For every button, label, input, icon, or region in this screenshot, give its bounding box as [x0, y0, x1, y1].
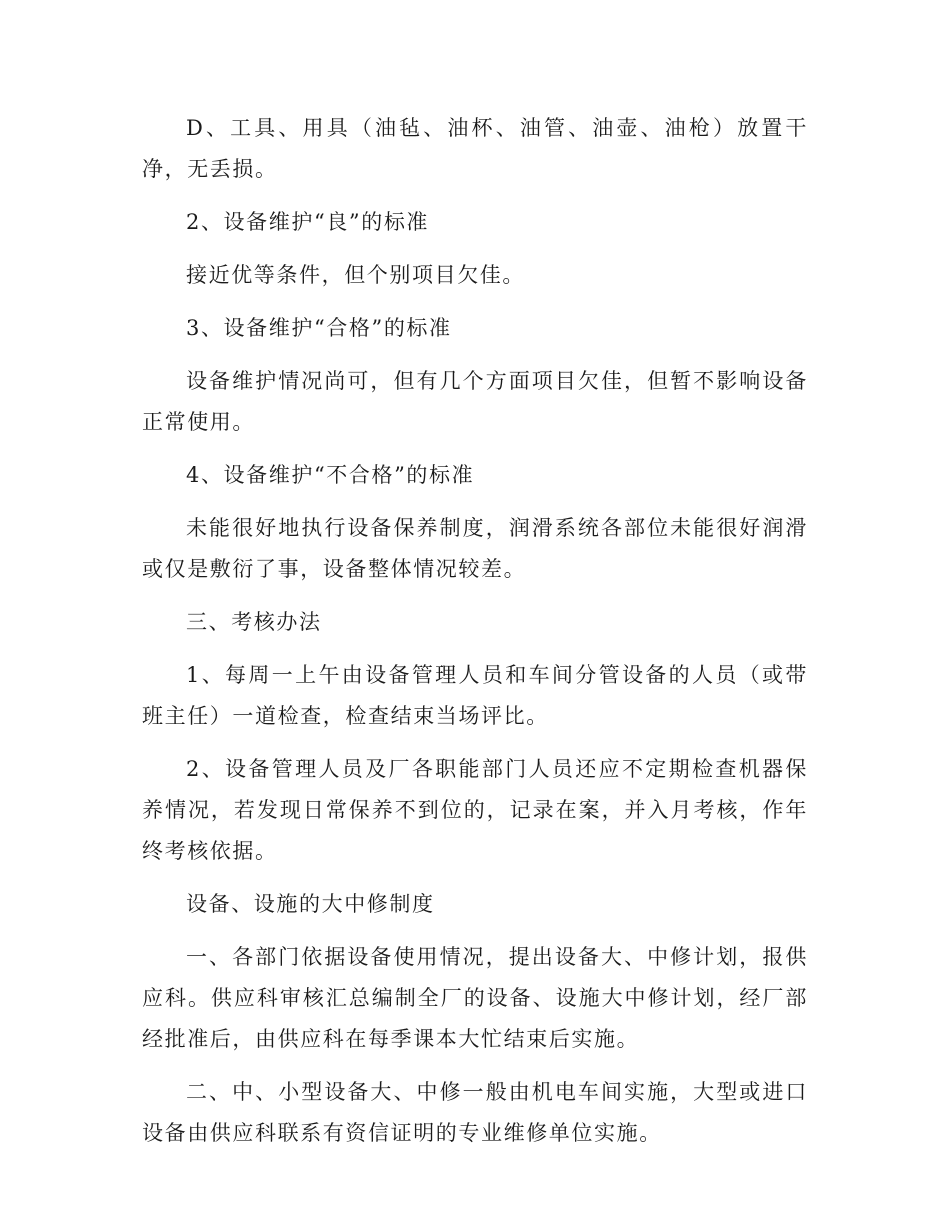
paragraph-tools-condition: D、工具、用具（油毡、油杯、油管、油壶、油枪）放置干净，无丢损。 — [142, 116, 808, 181]
paragraph-irregular-inspection: 2、设备管理人员及厂各职能部门人员还应不定期检查机器保养情况，若发现日常保养不到位的，记录在案，并入月考核，作年终考核依据。 — [142, 757, 808, 863]
heading-qualified-standard: 3、设备维护“合格”的标准 — [186, 316, 452, 340]
paragraph-overhaul-execution: 二、中、小型设备大、中修一般由机电车间实施，大型或进口设备由供应科联系有资信证明的专业维修单位实施。 — [142, 1080, 808, 1145]
document-body — [142, 108, 808, 1166]
paragraph-overhaul-plan: 一、各部门依据设备使用情况，提出设备大、中修计划，报供应科。供应科审核汇总编制全厂的设备、设施大中修计划，经厂部经批准后，由供应科在每季课本大忙结束后实施。 — [142, 945, 808, 1051]
paragraph-good-standard: 接近优等条件，但个别项目欠佳。 — [186, 263, 525, 287]
heading-assessment-method: 三、考核办法 — [186, 610, 322, 634]
paragraph-unqualified-standard: 未能很好地执行设备保养制度，润滑系统各部位未能很好润滑或仅是敷衍了事，设备整体情况较差。 — [142, 516, 808, 581]
heading-good-standard: 2、设备维护“良”的标准 — [186, 210, 430, 234]
paragraph-qualified-standard: 设备维护情况尚可，但有几个方面项目欠佳，但暂不影响设备正常使用。 — [142, 369, 808, 434]
heading-unqualified-standard: 4、设备维护“不合格”的标准 — [186, 463, 475, 487]
paragraph-weekly-inspection: 1、每周一上午由设备管理人员和车间分管设备的人员（或带班主任）一道检查，检查结束当场评比。 — [142, 663, 808, 728]
heading-overhaul-system: 设备、设施的大中修制度 — [186, 892, 435, 916]
